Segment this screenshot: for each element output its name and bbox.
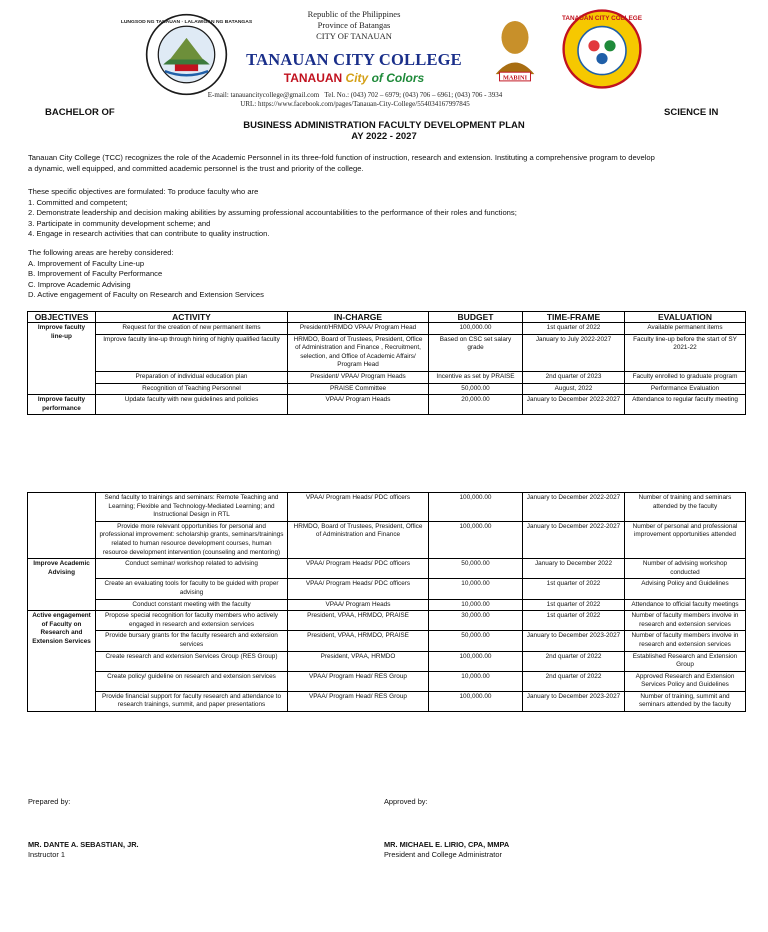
budget-cell: Incentive as set by PRAISE [429,371,523,383]
tagline-tanauan: TANAUAN [283,71,343,85]
activity-cell: Create an evaluating tools for faculty to be guided with proper advising [96,579,288,599]
preparer-signature-block [28,840,139,860]
header-activity: ACTIVITY [96,312,288,323]
title-right-label: SCIENCE IN [664,107,719,118]
evaluation-cell: Advising Policy and Guidelines [625,579,746,599]
in-charge-cell: President, VPAA, HRMDO, PRAISE [288,631,429,651]
area-item: D. Active engagement of Faculty on Research and Extension Services [28,290,264,300]
area-item: C. Improve Academic Advising [28,279,131,289]
activity-cell: Update faculty with new guidelines and policies [96,395,288,415]
areas-list [28,248,748,301]
header-evaluation: EVALUATION [625,312,746,323]
in-charge-cell: VPAA/ Program Heads/ PDC officers [288,559,429,579]
budget-cell: 100,000.00 [429,493,523,522]
in-charge-cell: HRMDO, Board of Trustees, President, Office of Administration and Finance , Recruitment, selection, and Office of Academic Affairs/ Program Head [288,334,429,371]
email-text: E-mail: tanauancitycollege@gmail.com [207,91,320,99]
activity-cell: Provide financial support for faculty research and attendance to research trainings, summit, and paper presentations [96,691,288,711]
in-charge-cell: VPAA/ Program Heads/ PDC officers [288,493,429,522]
objective-cell: Active engagement of Faculty on Research and Extension Services [28,611,96,712]
development-plan-table [27,311,746,415]
time-frame-cell: 2nd quarter of 2022 [523,671,625,691]
time-frame-cell: January to December 2022-2027 [523,493,625,522]
time-frame-cell: 1st quarter of 2022 [523,579,625,599]
approver-signature-block [384,840,509,860]
evaluation-cell: Faculty enrolled to graduate program [625,371,746,383]
evaluation-cell: Number of training, summit and seminars attended by the faculty [625,691,746,711]
evaluation-cell: Number of personal and professional improvement opportunities attended [625,521,746,558]
seal-left-text: LUNGSOD NG TANAUAN · LALAWIGAN NG BATANGAS [120,18,253,25]
url-text: URL: https://www.facebook.com/pages/Tanauan-City-College/554034167997845 [240,100,470,108]
in-charge-cell: VPAA/ Program Heads/ PDC officers [288,579,429,599]
activity-cell: Preparation of individual education plan [96,371,288,383]
college-name: TANAUAN CITY COLLEGE [246,50,462,69]
in-charge-cell: President/ VPAA/ Program Heads [288,371,429,383]
mabini-portrait-image [486,14,544,84]
budget-cell: 100,000.00 [429,651,523,671]
time-frame-cell: 2nd quarter of 2023 [523,371,625,383]
approved-by-label: Approved by: [384,797,428,806]
time-frame-cell: 1st quarter of 2022 [523,599,625,611]
time-frame-cell: January to December 2022 [523,559,625,579]
evaluation-cell: Number of advising workshop conducted [625,559,746,579]
in-charge-cell: PRAISE Committee [288,383,429,395]
objective-cell-continued [28,493,96,559]
seal-right-text: TANAUAN CITY COLLEGE [561,15,643,23]
time-frame-cell: August, 2022 [523,383,625,395]
province-line: Province of Batangas [317,20,391,30]
city-line: CITY OF TANAUAN [316,31,392,41]
objective-item: 4. Engage in research activities that can contribute to quality instruction. [28,229,270,239]
intro-line-2: a dynamic, well equipped, and committed academic personnel is the trust and priority of the college. [28,163,364,173]
city-tagline [236,71,472,85]
table-row [28,395,746,415]
in-charge-cell: President, VPAA, HRMDO [288,651,429,671]
objective-cell: Improve faculty line-up [28,323,96,395]
budget-cell: 100,000.00 [429,323,523,335]
header-budget: BUDGET [429,312,523,323]
area-item: B. Improvement of Faculty Performance [28,269,163,279]
table-header-row [28,312,746,323]
evaluation-cell: Attendance to regular faculty meeting [625,395,746,415]
time-frame-cell: January to December 2022-2027 [523,395,625,415]
evaluation-cell: Approved Research and Extension Services Policy and Guidelines [625,671,746,691]
in-charge-cell: VPAA/ Program Head/ RES Group [288,691,429,711]
budget-cell: 20,000.00 [429,395,523,415]
table-row [28,691,746,711]
approver-title: President and College Administrator [384,850,502,859]
time-frame-cell: January to December 2022-2027 [523,521,625,558]
budget-cell: 100,000.00 [429,691,523,711]
evaluation-cell: Faculty line-up before the start of SY 2021-22 [625,334,746,371]
budget-cell: Based on CSC set salary grade [429,334,523,371]
area-item: A. Improvement of Faculty Line-up [28,258,145,268]
areas-lead: The following areas are hereby considered: [28,248,174,257]
activity-cell: Improve faculty line-up through hiring of highly qualified faculty [96,334,288,371]
time-frame-cell: January to July 2022-2027 [523,334,625,371]
title-line-2: AY 2022 - 2027 [351,131,417,142]
evaluation-cell: Number of faculty members involve in research and extension services [625,611,746,631]
evaluation-cell: Available permanent items [625,323,746,335]
activity-cell: Create research and extension Services Group (RES Group) [96,651,288,671]
government-lines [254,9,454,42]
in-charge-cell: President/HRMDO VPAA/ Program Head [288,323,429,335]
table-row [28,631,746,651]
activity-cell: Recognition of Teaching Personnel [96,383,288,395]
time-frame-cell: January to December 2023-2027 [523,691,625,711]
in-charge-cell: VPAA/ Program Head/ RES Group [288,671,429,691]
table-row [28,611,746,631]
college-seal-logo [562,9,642,89]
budget-cell: 30,000.00 [429,611,523,631]
time-frame-cell: 1st quarter of 2022 [523,323,625,335]
objective-item: 3. Participate in community development scheme; and [28,218,211,228]
table-row [28,371,746,383]
prepared-by-label: Prepared by: [28,797,71,806]
table-row [28,493,746,522]
objective-item: 1. Committed and competent; [28,197,128,207]
table-row [28,671,746,691]
budget-cell: 10,000.00 [429,671,523,691]
table-row [28,651,746,671]
activity-cell: Conduct seminar/ workshop related to advising [96,559,288,579]
budget-cell: 10,000.00 [429,579,523,599]
evaluation-cell: Attendance to official faculty meetings [625,599,746,611]
telephone-text: Tel. No.: (043) 702 – 6979; (043) 706 – 6961; (043) 706 - 3934 [324,91,503,99]
table-row [28,323,746,335]
table-row [28,521,746,558]
header-time-frame: TIME-FRAME [523,312,625,323]
city-seal-logo [120,13,253,96]
preparer-title: Instructor 1 [28,850,65,859]
evaluation-cell: Number of faculty members involve in research and extension services [625,631,746,651]
objective-item: 2. Demonstrate leadership and decision making abilities by assuming professional accountabilities to the performance of their roles and functions; [28,208,517,218]
in-charge-cell: HRMDO, Board of Trustees, President, Office of Administration and Finance [288,521,429,558]
time-frame-cell: January to December 2023-2027 [523,631,625,651]
header-in-charge: IN-CHARGE [288,312,429,323]
table-row [28,559,746,579]
activity-cell: Create policy/ guideline on research and extension services [96,671,288,691]
objectives-lead: These specific objectives are formulated: To produce faculty who are [28,187,259,196]
evaluation-cell: Number of training and seminars attended by the faculty [625,493,746,522]
intro-line-1: Tanauan City College (TCC) recognizes the role of the Academic Personnel in its three-fold function of instruction, research and extension. Instituting a comprehensive program to develop [28,153,655,162]
objective-cell: Improve Academic Advising [28,559,96,611]
document-title [0,120,768,142]
activity-cell: Provide bursary grants for the faculty research and extension services [96,631,288,651]
evaluation-cell: Performance Evaluation [625,383,746,395]
budget-cell: 50,000.00 [429,383,523,395]
budget-cell: 50,000.00 [429,559,523,579]
objective-cell: Improve faculty performance [28,395,96,415]
time-frame-cell: 2nd quarter of 2022 [523,651,625,671]
header-objectives: OBJECTIVES [28,312,96,323]
in-charge-cell: VPAA/ Program Heads [288,395,429,415]
intro-paragraph [28,153,748,174]
title-line-1: BUSINESS ADMINISTRATION FACULTY DEVELOPMENT PLAN [243,120,525,131]
time-frame-cell: 1st quarter of 2022 [523,611,625,631]
activity-cell: Conduct constant meeting with the faculty [96,599,288,611]
development-plan-table-continued [27,492,746,712]
title-left-label: BACHELOR OF [45,107,115,118]
table-row [28,383,746,395]
tagline-city: City [345,71,369,85]
portrait-caption: MABINI [502,74,528,82]
tagline-colors: of Colors [371,71,425,85]
table-row [28,579,746,599]
contact-info [150,91,560,109]
activity-cell: Propose special recognition for faculty members who actively engaged in research and extension services [96,611,288,631]
letterhead [0,0,768,112]
activity-cell: Provide more relevant opportunities for personal and professional improvement: scholarship grants, seminars/trainings related to human resource development courses, human resource development intervention (counseling and mentoring) [96,521,288,558]
activity-cell: Request for the creation of new permanent items [96,323,288,335]
objectives-list [28,187,748,240]
budget-cell: 10,000.00 [429,599,523,611]
evaluation-cell: Established Research and Extension Group [625,651,746,671]
table-row [28,334,746,371]
budget-cell: 100,000.00 [429,521,523,558]
in-charge-cell: VPAA/ Program Heads [288,599,429,611]
activity-cell: Send faculty to trainings and seminars: Remote Teaching and Learning; Flexible and Technology-Mediated Learning; and Instructional Design in RTL [96,493,288,522]
republic-line: Republic of the Philippines [307,9,401,19]
approver-name: MR. MICHAEL E. LIRIO, CPA, MMPA [384,840,510,849]
table-row [28,599,746,611]
budget-cell: 50,000.00 [429,631,523,651]
preparer-name: MR. DANTE A. SEBASTIAN, JR. [28,840,139,849]
in-charge-cell: President, VPAA, HRMDO, PRAISE [288,611,429,631]
